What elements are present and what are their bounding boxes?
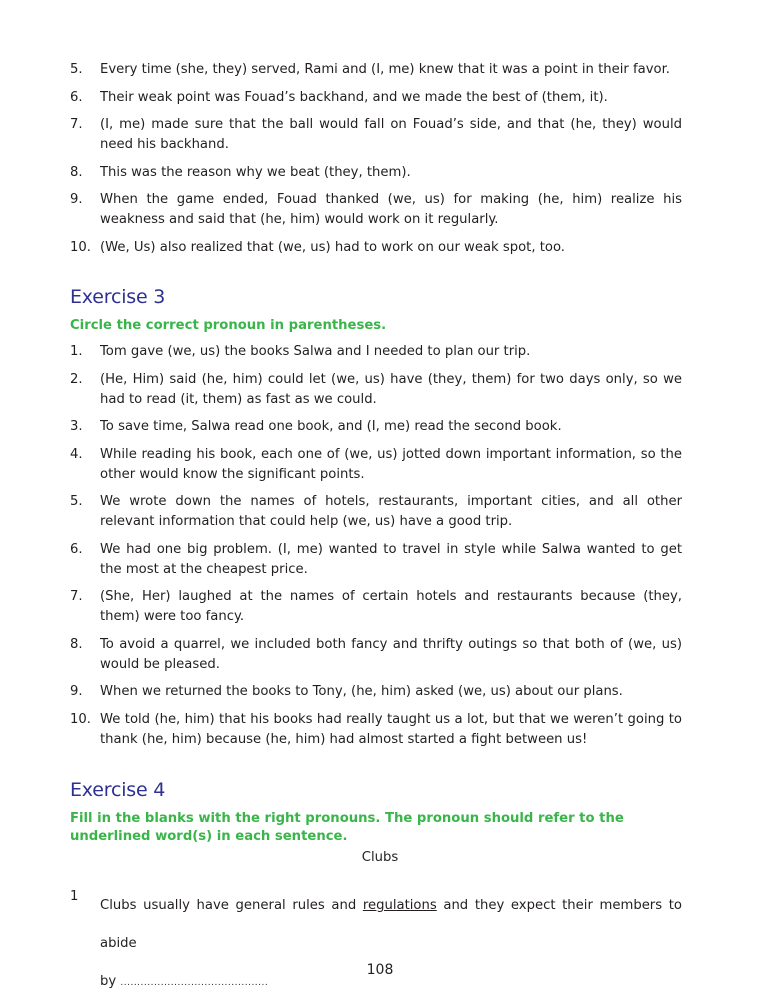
exercise-3-list — [70, 342, 682, 757]
list-item — [70, 60, 682, 80]
item-number: 9. — [70, 684, 83, 699]
exercise-4-title: Exercise 4 — [70, 779, 166, 801]
exercise-4-item-1 — [70, 887, 682, 1002]
list-item — [70, 635, 682, 675]
item-number: 10. — [70, 711, 91, 727]
item-number: 4. — [70, 446, 83, 462]
list-item — [70, 115, 682, 155]
item-text-line2: by — [100, 974, 121, 989]
item-text: We had one big problem. (I, me) wanted to travel in style while Salwa wanted to get the most at the cheapest price. — [100, 541, 682, 577]
item-number: 7. — [70, 589, 83, 604]
list-item — [70, 163, 682, 183]
item-text: (I, me) made sure that the ball would fall on Fouad’s side, and that (he, they) would need his backhand. — [100, 117, 682, 152]
item-number: 3. — [70, 419, 83, 434]
item-text: (She, Her) laughed at the names of certain hotels and restaurants because (they, them) were too fancy. — [100, 589, 682, 624]
list-item — [70, 417, 682, 437]
item-text: (We, Us) also realized that (we, us) had to work on our weak spot, too. — [100, 239, 565, 255]
item-number: 5. — [70, 62, 83, 77]
item-text: Every time (she, they) served, Rami and (I, me) knew that it was a point in their favor. — [100, 62, 671, 77]
exercise-3-title: Exercise 3 — [70, 286, 166, 308]
item-text: (He, Him) said (he, him) could let (we, us) have (they, them) for two days only, so we had to read (it, them) as fast as we could. — [100, 371, 682, 407]
item-text — [100, 887, 682, 1002]
item-text-after: and they expect their members to abide — [100, 898, 682, 951]
list-item — [70, 710, 682, 750]
item-number: 6. — [70, 541, 83, 557]
item-number: 9. — [70, 192, 83, 207]
item-text: We wrote down the names of hotels, restaurants, important cities, and all other relevant information that could help (we, us) have a good trip. — [100, 494, 682, 529]
item-text: Their weak point was Fouad’s backhand, and we made the best of (them, it). — [100, 89, 608, 105]
list-item — [70, 342, 682, 362]
list-item — [70, 445, 682, 485]
list-item — [70, 540, 682, 580]
item-text: Tom gave (we, us) the books Salwa and I needed to plan our trip. — [100, 344, 531, 359]
item-text: When we returned the books to Tony, (he, him) asked (we, us) about our plans. — [100, 684, 623, 699]
item-text-before: Clubs usually have general rules and — [100, 898, 363, 913]
list-item — [70, 88, 682, 108]
list-item — [70, 587, 682, 627]
list-item — [70, 238, 682, 258]
exercise-3-instruction: Circle the correct pronoun in parentheses. — [70, 318, 387, 333]
item-number: 10. — [70, 239, 91, 255]
item-number: 7. — [70, 117, 83, 132]
item-number: 2. — [70, 371, 83, 387]
item-text: To save time, Salwa read one book, and (I, me) read the second book. — [100, 419, 562, 434]
item-number: 5. — [70, 494, 83, 509]
item-number: 1. — [70, 344, 83, 359]
fill-blank[interactable]: ............................................ — [120, 978, 269, 988]
exercise-2-list — [70, 60, 682, 265]
item-number: 8. — [70, 164, 83, 180]
page-number: 108 — [366, 962, 394, 978]
underlined-word: regulations — [362, 898, 437, 913]
item-number: 1 — [70, 889, 79, 904]
item-text: We told (he, him) that his books had really taught us a lot, but that we weren’t going to thank (he, him) because (he, him) had almost started a fight between us! — [100, 711, 682, 747]
list-item — [70, 190, 682, 230]
item-text: While reading his book, each one of (we, us) jotted down important information, so the other would know the significant points. — [100, 446, 682, 482]
list-item — [70, 370, 682, 410]
item-text: To avoid a quarrel, we included both fancy and thrifty outings so that both of (we, us) would be pleased. — [100, 636, 682, 672]
exercise-4-subtitle: Clubs — [361, 850, 399, 865]
list-item — [70, 682, 682, 702]
item-text: When the game ended, Fouad thanked (we, us) for making (he, him) realize his weakness and said that (he, him) would work on it regularly. — [100, 192, 682, 227]
list-item — [70, 492, 682, 532]
item-number: 8. — [70, 636, 83, 652]
item-number: 6. — [70, 89, 83, 105]
exercise-4-instruction: Fill in the blanks with the right pronouns. The pronoun should refer to the underlined word(s) in each sentence. — [70, 811, 624, 844]
item-text: This was the reason why we beat (they, them). — [100, 164, 411, 180]
